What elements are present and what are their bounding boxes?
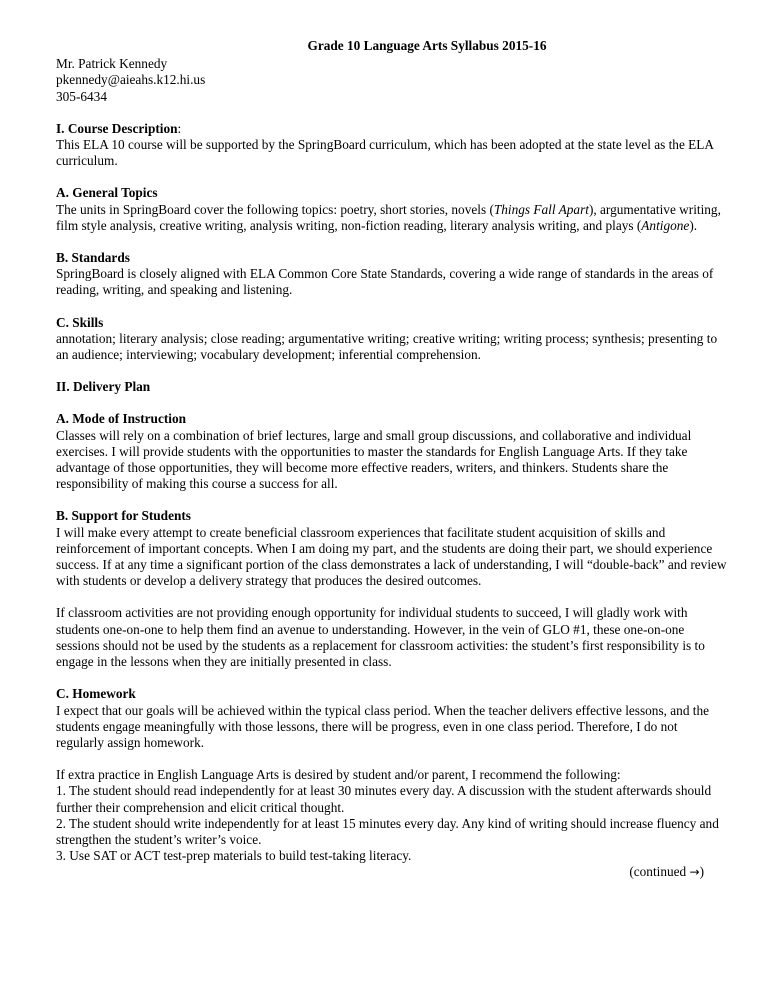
course-description-text: This ELA 10 course will be supported by the SpringBoard curriculum, which has been adopted at the state level as the ELA curriculum.	[56, 137, 714, 169]
standards-heading: B. Standards	[56, 250, 130, 266]
document-body	[56, 38, 728, 881]
homework-intro: If extra practice in English Language Arts is desired by student and/or parent, I recommend the following:	[56, 767, 621, 783]
novel-title: Things Fall Apart	[493, 201, 589, 217]
course-description-heading: I. Course Description:	[56, 120, 182, 136]
continued-note: (continued →)	[629, 864, 704, 880]
page-title: Grade 10 Language Arts Syllabus 2015-16	[307, 38, 547, 53]
skills-heading: C. Skills	[56, 314, 104, 330]
support-paragraph-2: If classroom activities are not providing enough opportunity for individual students to succeed, I will gladly work with students one-on-one to help them find an avenue to understanding. However, in the vein of GLO #1, these one-on-one sessions should not be used by the students as a replacement for classroom activities: the student’s first responsibility is to engage in the lessons when they are initially presented in class.	[56, 605, 705, 670]
standards-text: SpringBoard is closely aligned with ELA Common Core State Standards, covering a wide range of standards in the areas of reading, writing, and speaking and listening.	[56, 266, 714, 298]
mode-of-instruction-text: Classes will rely on a combination of brief lectures, large and small group discussions, and collaborative and individual exercises. I will provide students with the opportunities to master the standards for English Language Arts. If they take advantage of those opportunities, they will become more effective readers, writers, and thinkers. Students share the responsibility of making this course a success for all.	[56, 427, 692, 492]
teacher-phone: 305-6434	[56, 88, 107, 104]
teacher-name: Mr. Patrick Kennedy	[56, 56, 168, 72]
support-paragraph-1: I will make every attempt to create beneficial classroom experiences that facilitate student acquisition of skills and reinforcement of important concepts. When I am doing my part, and the students are doing their part, we should experience success. If at any time a significant portion of the class demonstrates a lack of understanding, I will “double-back” and review with students or develop a delivery strategy that produces the desired outcomes.	[56, 524, 727, 589]
play-title: Antigone	[641, 217, 690, 233]
homework-paragraph-1: I expect that our goals will be achieved within the typical class period. When the teacher delivers effective lessons, and the students engage meaningfully with those lessons, there will be progress, even in one class period. Therefore, I do not regularly assign homework.	[56, 702, 710, 750]
support-heading: B. Support for Students	[56, 508, 191, 524]
homework-item: 3. Use SAT or ACT test-prep materials to build test-taking literacy.	[56, 848, 412, 864]
homework-heading: C. Homework	[56, 686, 136, 702]
homework-item: 2. The student should write independently for at least 15 minutes every day. Any kind of writing should increase fluency and strengthen the student’s writer’s voice.	[56, 815, 719, 847]
mode-of-instruction-heading: A. Mode of Instruction	[56, 411, 187, 427]
teacher-email: pkennedy@aieahs.k12.hi.us	[56, 72, 206, 88]
homework-item: 1. The student should read independently for at least 30 minutes every day. A discussion with the student afterwards should further their comprehension and elicit critical thought.	[56, 783, 712, 815]
general-topics-heading: A. General Topics	[56, 185, 158, 201]
delivery-plan-heading: II. Delivery Plan	[56, 379, 151, 395]
skills-text: annotation; literary analysis; close reading; argumentative writing; creative writing; writing process; synthesis; presenting to an audience; interviewing; vocabulary development; inferential comprehension.	[56, 330, 718, 363]
arrow-right-icon: →	[689, 865, 700, 880]
general-topics-text: The units in SpringBoard cover the following topics: poetry, short stories, novels (Things Fall Apart), argumentative writing, film style analysis, creative writing, analysis writing, non-fiction reading, literary analysis writing, and plays (Antigone).	[56, 201, 721, 233]
